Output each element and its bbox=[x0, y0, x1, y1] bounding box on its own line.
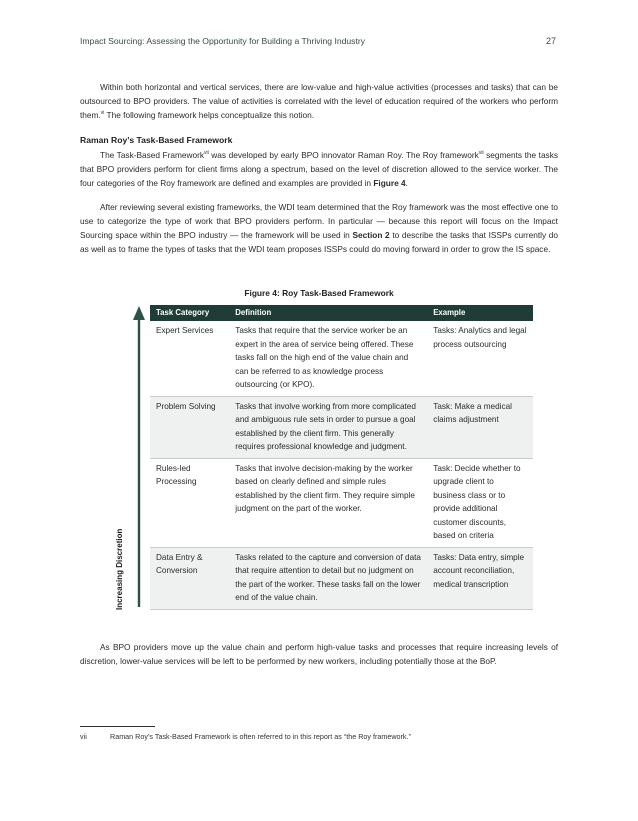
paragraph-2-part3: segments the tasks that BPO providers perform for client firms along a spectrum, based on the level of discretion allowed to the service worker. The four categories of the Roy framework are defined and examples are provided in bbox=[80, 150, 559, 188]
row-category: Expert Services bbox=[150, 321, 229, 396]
figure-title: Figure 4: Roy Task-Based Framework bbox=[244, 288, 394, 298]
paragraph-1-text: Within both horizontal and vertical services, there are low-value and high-value activities (processes and tasks) that can be outsourced to BPO providers. The value of activities is correlated with the level of education required of the workers who perform them. bbox=[80, 82, 558, 120]
running-title: Impact Sourcing: Assessing the Opportunity for Building a Thriving Industry bbox=[80, 36, 366, 46]
footnote-divider bbox=[80, 726, 155, 727]
paragraph-2 bbox=[80, 148, 558, 190]
paragraph-2-part1: The Task-Based Framework bbox=[100, 150, 205, 160]
section-heading: Raman Roy’s Task-Based Framework bbox=[80, 135, 233, 145]
paragraph-1-text-after: The following framework helps conceptualize this notion. bbox=[104, 110, 315, 120]
header-definition: Definition bbox=[229, 305, 427, 321]
row-definition: Tasks that require that the service worker be an expert in the area of service being offered. These tasks fall on the high end of the value chain and can be referred to as knowledge process outsourcing (or KPO). bbox=[229, 321, 427, 396]
footnote-ref-vii-a[interactable]: vii bbox=[204, 150, 209, 157]
table-row bbox=[150, 547, 533, 609]
row-definition: Tasks that involve working from more complicated and ambiguous rule sets in order to pursue a goal established by the client firm. This generally requires professional knowledge and judgment. bbox=[229, 396, 427, 458]
row-example: Tasks: Data entry, simple account reconciliation, medical transcription bbox=[427, 547, 533, 609]
row-category: Rules-led Processing bbox=[150, 458, 229, 547]
axis-label bbox=[112, 528, 128, 610]
table-header-row bbox=[150, 305, 533, 321]
footnote-ref-vii-b[interactable]: vii bbox=[478, 150, 484, 157]
footnote-mark: vii bbox=[80, 732, 87, 741]
discretion-arrow bbox=[131, 305, 147, 609]
paragraph-4 bbox=[80, 640, 558, 668]
paragraph-2-part4: . bbox=[405, 178, 408, 188]
footnote bbox=[80, 732, 411, 741]
page-number: 27 bbox=[545, 36, 556, 46]
row-example: Tasks: Analytics and legal process outsourcing bbox=[427, 321, 533, 396]
header-example: Example bbox=[427, 305, 533, 321]
paragraph-2-part2: was developed by early BPO innovator Raman Roy. The Roy framework bbox=[208, 150, 479, 160]
paragraph-3-part1: After reviewing several existing frameworks, the WDI team determined that the Roy framework was the most effective one to use to categorize the type of work that BPO providers perform. In particular — because this report will focus on the Impact Sourcing space within the BPO industry — the framework will be used in bbox=[80, 202, 558, 240]
roy-framework-table bbox=[150, 305, 533, 610]
row-definition: Tasks that involve decision-making by the worker based on clearly defined and simple rules established by the client firm. They require simple judgment on the part of the worker. bbox=[229, 458, 427, 547]
table-row bbox=[150, 458, 533, 547]
paragraph-3-part2: to describe the tasks that ISSPs currently do as well as to frame the types of tasks that the WDI team proposes ISSPs could do moving forward in order to grow the IS space. bbox=[80, 230, 558, 254]
paragraph-3 bbox=[80, 200, 558, 256]
row-definition: Tasks related to the capture and conversion of data that require attention to detail but no judgment on the part of the worker. These tasks fall on the lower end of the value chain. bbox=[229, 547, 427, 609]
paragraph-4-text: As BPO providers move up the value chain and perform high-value tasks and processes that require increasing levels of discretion, lower-value services will be left to be performed by new workers, including potentially those at the BoP. bbox=[80, 642, 558, 666]
paragraph-1 bbox=[80, 80, 558, 122]
figure-4-reference[interactable]: Figure 4 bbox=[373, 178, 406, 188]
table-row bbox=[150, 321, 533, 396]
row-example: Task: Decide whether to upgrade client to business class or to provide additional customer discounts, based on criteria bbox=[427, 458, 533, 547]
row-category: Data Entry & Conversion bbox=[150, 547, 229, 609]
row-category: Problem Solving bbox=[150, 396, 229, 458]
footnote-text: Raman Roy’s Task-Based Framework is often referred to in this report as “the Roy framework.” bbox=[110, 732, 411, 741]
row-example: Task: Make a medical claims adjustment bbox=[427, 396, 533, 458]
table-row bbox=[150, 396, 533, 458]
up-arrow-icon bbox=[131, 305, 147, 609]
axis-label-text: Increasing Discretion bbox=[115, 528, 124, 610]
section-2-reference[interactable]: Section 2 bbox=[352, 230, 390, 240]
footnote-ref-vi[interactable]: vi bbox=[100, 110, 105, 117]
header-task-category: Task Category bbox=[150, 305, 229, 321]
